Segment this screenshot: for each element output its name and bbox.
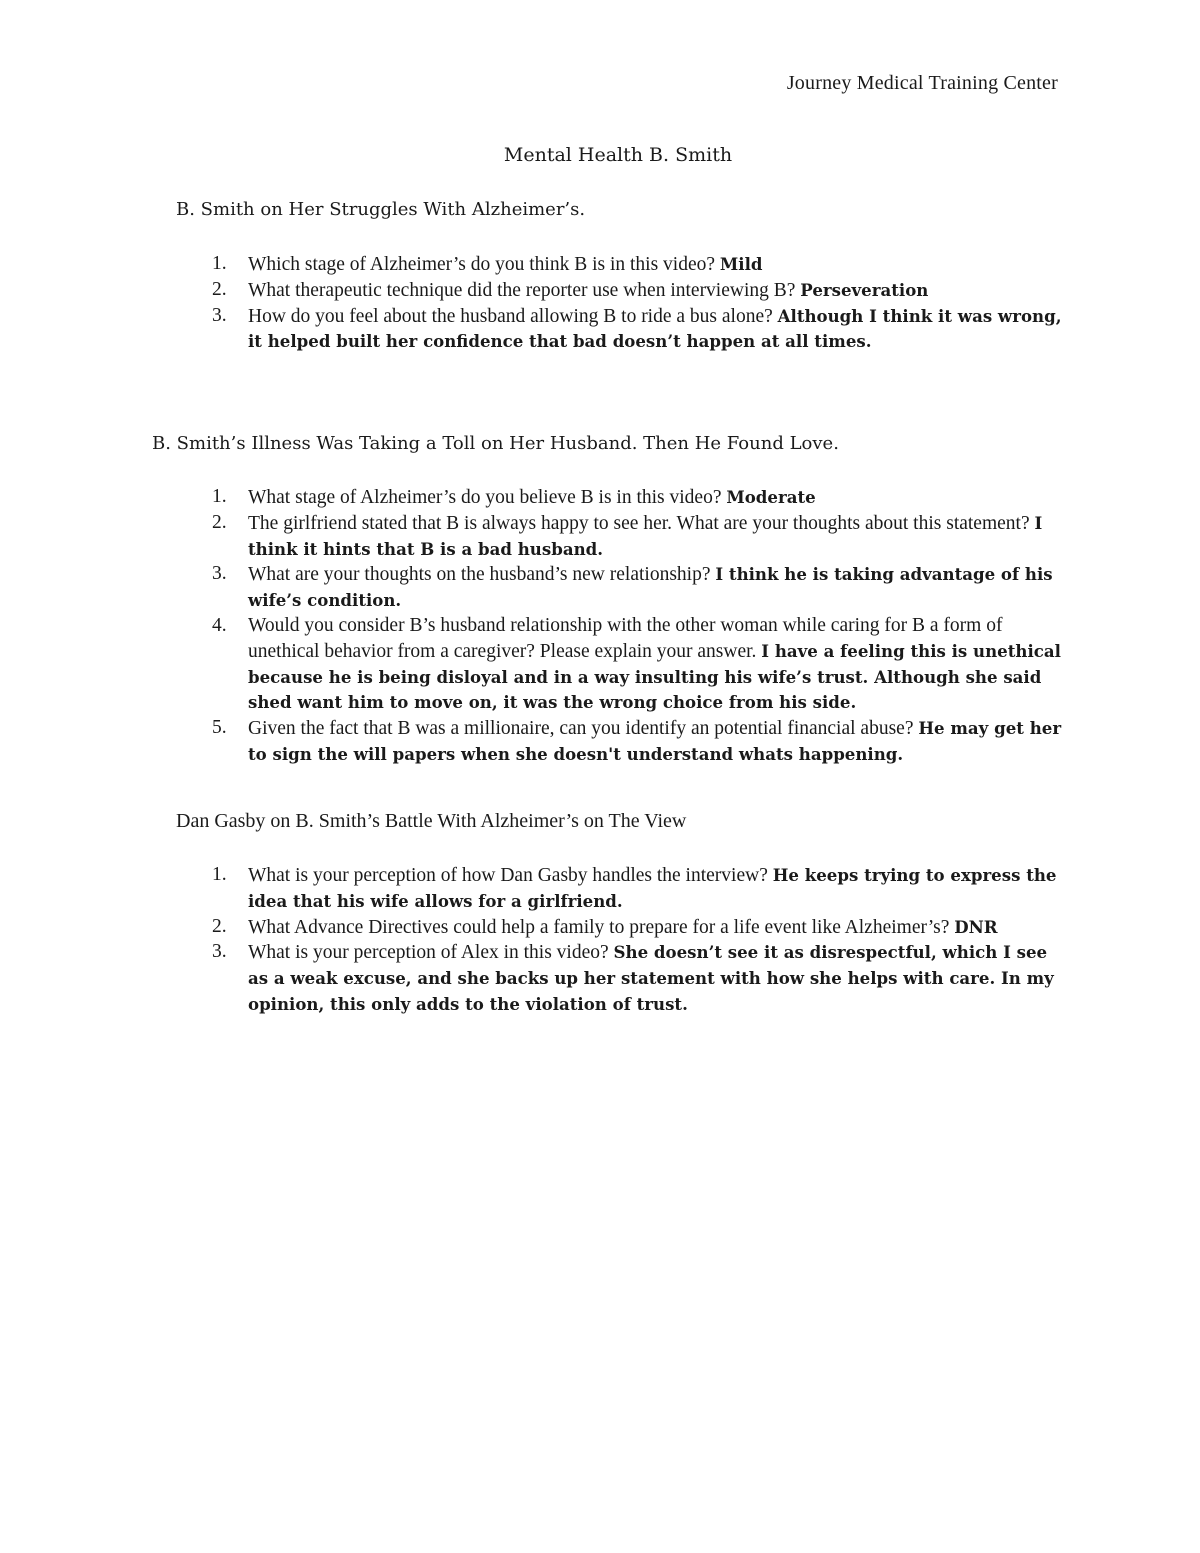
question-item — [200, 716, 1070, 768]
question-text: What is your perception of Alex in this video? — [248, 942, 609, 964]
question-text: Which stage of Alzheimer’s do you think B is in this video? — [248, 254, 716, 275]
item-number: 1. — [212, 486, 227, 507]
question-text: Would you consider B’s husband relationship with the other woman while caring for B a form of unethical behavior from a caregiver? Please explain your answer. — [248, 614, 1003, 662]
question-item — [200, 304, 1070, 356]
question-item — [200, 511, 1070, 563]
answer-text: She doesn’t see it as disrespectful, which I see as a weak excuse, and she backs up her statement with how she helps with care. In my opinion, this only adds to the violation of trust. — [248, 942, 1054, 1014]
question-list-1 — [200, 252, 1070, 355]
item-number: 5. — [212, 717, 227, 739]
question-item — [200, 278, 1070, 304]
page-header: Journey Medical Training Center — [786, 72, 1058, 94]
answer-text: I think he is taking advantage of his wife’s condition. — [248, 564, 1053, 611]
answer-text: Moderate — [726, 487, 816, 507]
item-number: 1. — [212, 864, 227, 885]
item-number: 2. — [212, 278, 227, 300]
section-heading-2: B. Smith’s Illness Was Taking a Toll on Her Husband. Then He Found Love. — [152, 433, 839, 454]
item-number: 3. — [212, 304, 227, 326]
question-item — [200, 940, 1070, 1017]
question-item — [200, 252, 1070, 278]
item-number: 3. — [212, 563, 227, 585]
question-text: Given the fact that B was a millionaire, can you identify an potential financial abuse? — [248, 718, 914, 740]
question-list-2 — [200, 485, 1070, 768]
question-text: What is your perception of how Dan Gasby handles the interview? — [248, 865, 768, 886]
question-text: What Advance Directives could help a family to prepare for a life event like Alzheimer’s? — [248, 916, 950, 938]
item-number: 4. — [212, 614, 227, 636]
item-number: 2. — [212, 511, 227, 533]
section-heading-3: Dan Gasby on B. Smith’s Battle With Alzheimer’s on The View — [176, 810, 687, 832]
answer-text: Mild — [719, 254, 763, 274]
item-number: 3. — [212, 941, 227, 963]
question-item — [200, 562, 1070, 614]
answer-text: DNR — [954, 916, 998, 937]
question-item — [200, 614, 1070, 716]
question-item — [200, 863, 1070, 915]
question-text: What are your thoughts on the husband’s new relationship? — [248, 564, 711, 586]
section-heading-1: B. Smith on Her Struggles With Alzheimer’s. — [176, 199, 586, 220]
question-item — [200, 485, 1070, 511]
document-title: Mental Health B. Smith — [503, 144, 733, 166]
answer-text: Perseveration — [800, 279, 929, 300]
item-number: 2. — [212, 915, 227, 937]
answer-text: He keeps trying to express the idea that his wife allows for a girlfriend. — [248, 865, 1057, 911]
answer-text: I think it hints that B is a bad husband. — [248, 512, 1043, 559]
question-text: The girlfriend stated that B is always happy to see her. What are your thoughts about this statement? — [248, 512, 1030, 534]
item-number: 1. — [212, 253, 227, 274]
question-text: What stage of Alzheimer’s do you believe B is in this video? — [248, 487, 722, 508]
answer-text: He may get her to sign the will papers when she doesn't understand whats happening. — [248, 718, 1062, 764]
question-text: What therapeutic technique did the reporter use when interviewing B? — [248, 279, 796, 301]
question-list-3 — [200, 863, 1070, 1018]
question-text: How do you feel about the husband allowing B to ride a bus alone? — [248, 305, 773, 327]
answer-text: I have a feeling this is unethical because he is being disloyal and in a way insulting his wife’s trust. Although she said shed want him to move on, it was the wrong choice from his side. — [248, 640, 1061, 713]
answer-text: Although I think it was wrong, it helped built her confidence that bad doesn’t happen at all times. — [248, 305, 1062, 352]
question-item — [200, 915, 1070, 941]
